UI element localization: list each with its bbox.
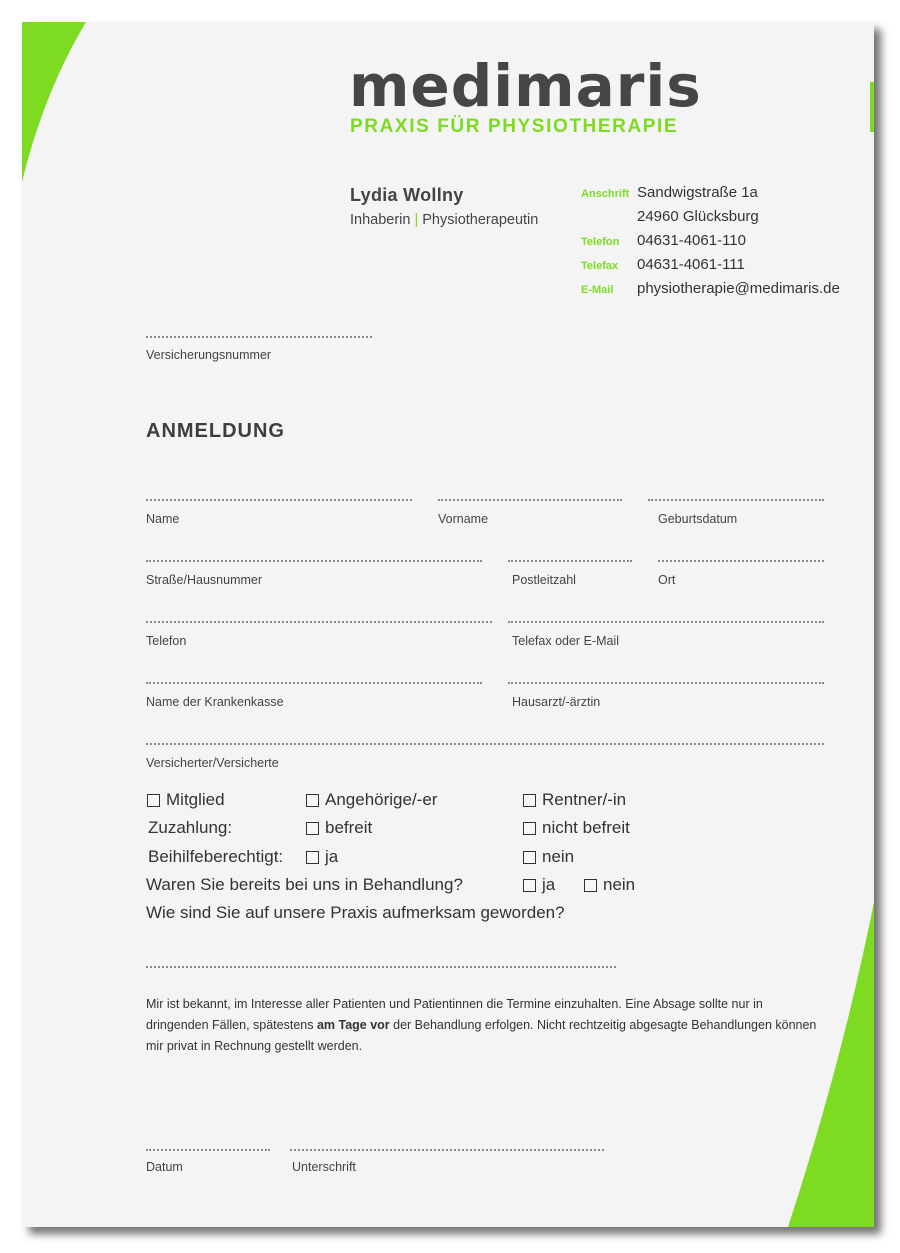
allowance-no-checkbox[interactable] [523,851,536,864]
pensioner-checkbox[interactable] [523,794,536,807]
not-exempt-option-label: nicht befreit [542,818,630,837]
member-checkbox[interactable] [147,794,160,807]
phone-field[interactable] [146,621,492,623]
owner-separator: | [414,212,419,228]
cancellation-notice [146,994,826,1057]
member-option-label: Mitglied [166,790,225,809]
phone-field-label: Telefon [146,634,187,648]
address-street: Sandwigstraße 1a [637,184,758,201]
relative-option[interactable] [306,790,437,810]
not-exempt-checkbox[interactable] [523,822,536,835]
allowance-yes-checkbox[interactable] [306,851,319,864]
exempt-option-label: befreit [325,818,373,837]
prior-treatment-yes-label: ja [542,875,556,894]
exempt-option[interactable] [306,818,372,838]
prior-treatment-yes-checkbox[interactable] [523,879,536,892]
signature-field[interactable] [290,1149,604,1151]
prior-treatment-yes-option[interactable] [523,875,555,895]
form-title: ANMELDUNG [146,420,285,442]
prior-treatment-question: Waren Sie bereits bei uns in Behandlung? [146,875,463,894]
bottom-right-swoosh [788,902,874,1227]
logo-wordmark: medimaris [349,52,702,120]
city-label: Ort [658,573,676,587]
phone-value: 04631-4061-110 [637,232,746,249]
fax-label: Telefax [581,260,619,272]
owner-profession: Physiotherapeutin [422,212,539,228]
email-label: E-Mail [581,284,614,296]
not-exempt-option[interactable] [523,818,630,838]
address-city: 24960 Glücksburg [637,208,759,225]
street-label: Straße/Hausnummer [146,573,263,587]
exempt-checkbox[interactable] [306,822,319,835]
date-label: Datum [146,1160,183,1174]
referral-question: Wie sind Sie auf unsere Praxis aufmerksam geworden? [146,903,565,922]
health-insurance-field[interactable] [146,682,482,684]
relative-option-label: Angehörige/-er [325,790,438,809]
allowance-label: Beihilfeberechtigt: [148,847,284,866]
allowance-no-option[interactable] [523,847,574,867]
relative-checkbox[interactable] [306,794,319,807]
doctor-field[interactable] [508,682,824,684]
insured-person-label: Versicherter/Versicherte [146,756,279,770]
health-insurance-label: Name der Krankenkasse [146,695,284,709]
email-value: physiotherapie@medimaris.de [637,280,840,297]
prior-treatment-no-label: nein [603,875,636,894]
allowance-no-label: nein [542,847,575,866]
copay-label: Zuzahlung: [148,818,233,837]
right-edge-accent [870,82,874,132]
owner-name: Lydia Wollny [350,185,464,205]
owner-role [350,212,538,228]
first-name-label: Vorname [438,512,489,526]
prior-treatment-no-option[interactable] [584,875,635,895]
fax-value: 04631-4061-111 [637,256,745,273]
allowance-yes-option[interactable] [306,847,338,867]
notice-text-2: der Behandlung erfolgen. Nicht rechtzeitig abgesagte Behandlungen können mir privat in Rechnung gestellt werden. [146,1018,817,1053]
phone-label: Telefon [581,236,620,248]
date-field[interactable] [146,1149,270,1151]
pensioner-option-label: Rentner/-in [542,790,627,809]
fax-email-label: Telefax oder E-Mail [512,634,619,648]
insurance-number-label: Versicherungsnummer [146,348,272,362]
logo-tagline: PRAXIS FÜR PHYSIOTHERAPIE [350,116,679,137]
insured-person-field[interactable] [146,743,824,745]
prior-treatment-no-checkbox[interactable] [584,879,597,892]
allowance-yes-label: ja [325,847,339,866]
street-field[interactable] [146,560,482,562]
name-label: Name [146,512,180,526]
form-sheet [22,22,874,1227]
address-label: Anschrift [581,188,630,200]
top-left-swoosh [22,22,86,182]
notice-emphasis: am Tage vor [316,1018,390,1032]
doctor-label: Hausarzt/-ärztin [512,695,601,709]
owner-title: Inhaberin [350,212,411,228]
member-option[interactable] [147,790,225,810]
first-name-field[interactable] [438,499,622,501]
notice-text-1: Mir ist bekannt, im Interesse aller Patienten und Patientinnen die Termine einzuhalten. Eine Absage sollte nur in dringenden Fällen, spätestens [146,997,763,1032]
referral-answer-field[interactable] [146,966,616,968]
insurance-number-field[interactable] [146,336,372,338]
pensioner-option[interactable] [523,790,626,810]
city-field[interactable] [658,560,824,562]
birth-date-field[interactable] [648,499,824,501]
postal-code-field[interactable] [508,560,632,562]
fax-email-field[interactable] [508,621,824,623]
name-field[interactable] [146,499,412,501]
signature-label: Unterschrift [292,1160,356,1174]
postal-code-label: Postleitzahl [512,573,576,587]
birth-date-label: Geburtsdatum [658,512,738,526]
